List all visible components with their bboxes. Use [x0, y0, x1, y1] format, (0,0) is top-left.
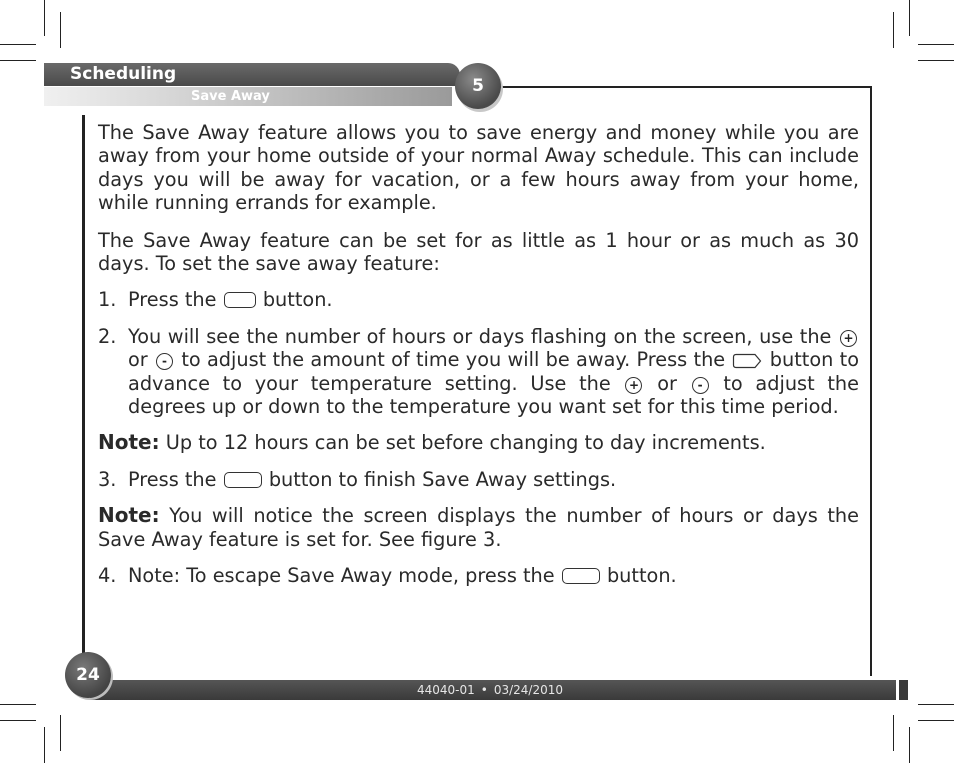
- button-icon: [562, 568, 600, 584]
- crop-mark: [0, 44, 36, 45]
- crop-mark: [0, 704, 36, 705]
- section-title: Scheduling: [70, 64, 177, 84]
- duration-paragraph: The Save Away feature can be set for as little as 1 hour or as much as 30 days. To set the save away feature:: [98, 228, 859, 276]
- subsection-title: Save Away: [191, 89, 270, 104]
- crop-mark: [918, 44, 954, 45]
- step-number: 2.: [98, 324, 117, 348]
- plus-icon: +: [625, 377, 642, 394]
- footer-end-block: [899, 680, 908, 700]
- footer-doc-info: [90, 680, 890, 700]
- step-text: Press the button to finish Save Away settings.: [128, 467, 617, 491]
- note-text: Up to 12 hours can be set before changing to day increments.: [165, 431, 766, 455]
- page-number-badge: 24: [65, 652, 111, 698]
- crop-mark: [918, 60, 954, 61]
- step-item: [98, 325, 859, 419]
- footer-separator: •: [480, 683, 488, 697]
- crop-mark: [918, 720, 954, 721]
- button-icon: [224, 472, 262, 488]
- note-text: You will notice the screen displays the number of hours or days the Save Away feature is set for. See figure 3.: [98, 504, 859, 551]
- frame-top-rule: [494, 86, 872, 88]
- crop-mark: [60, 715, 61, 751]
- step-text: Note: To escape Save Away mode, press the button.: [128, 564, 677, 588]
- step-text: Press the button.: [128, 288, 333, 312]
- crop-mark: [60, 12, 61, 48]
- crop-mark: [909, 0, 910, 36]
- note-label: Note:: [98, 503, 160, 528]
- doc-date: 03/24/2010: [493, 683, 564, 697]
- step-item: [98, 564, 859, 587]
- crop-mark: [893, 12, 894, 48]
- plus-icon: +: [840, 330, 857, 347]
- crop-mark: [893, 715, 894, 751]
- crop-mark: [44, 727, 45, 763]
- step-text: You will see the number of hours or days flashing on the screen, use the + or - to adjust the amount of time you will be away. Press the button to advance to your temperature setting. Use the + or - to adjust the degrees up or down to the temperature you want set for this time period.: [128, 324, 860, 419]
- chapter-number-badge: 5: [455, 63, 501, 109]
- note: [98, 504, 859, 551]
- minus-icon: -: [156, 353, 173, 370]
- step-item: [98, 468, 859, 491]
- minus-icon: -: [692, 377, 709, 394]
- crop-mark: [0, 720, 36, 721]
- button-icon: [224, 292, 256, 308]
- doc-id: 44040-01: [416, 683, 475, 697]
- crop-mark: [0, 60, 36, 61]
- step-item: [98, 288, 859, 311]
- note-label: Note:: [98, 430, 160, 455]
- step-number: 1.: [98, 288, 117, 312]
- crop-mark: [918, 704, 954, 705]
- note: [98, 431, 859, 454]
- crop-mark: [909, 727, 910, 763]
- frame-left-rule: [82, 115, 85, 655]
- arrow-button-icon: [732, 353, 762, 369]
- step-number: 4.: [98, 564, 117, 588]
- intro-paragraph: The Save Away feature allows you to save energy and money while you are away from your home outside of your normal Away schedule. This can include days you will be away for vacation, or a few hours away from your home, while running errands for example.: [98, 121, 859, 215]
- crop-mark: [44, 0, 45, 36]
- step-number: 3.: [98, 467, 117, 491]
- frame-right-rule: [870, 86, 872, 676]
- page-content: [98, 121, 859, 601]
